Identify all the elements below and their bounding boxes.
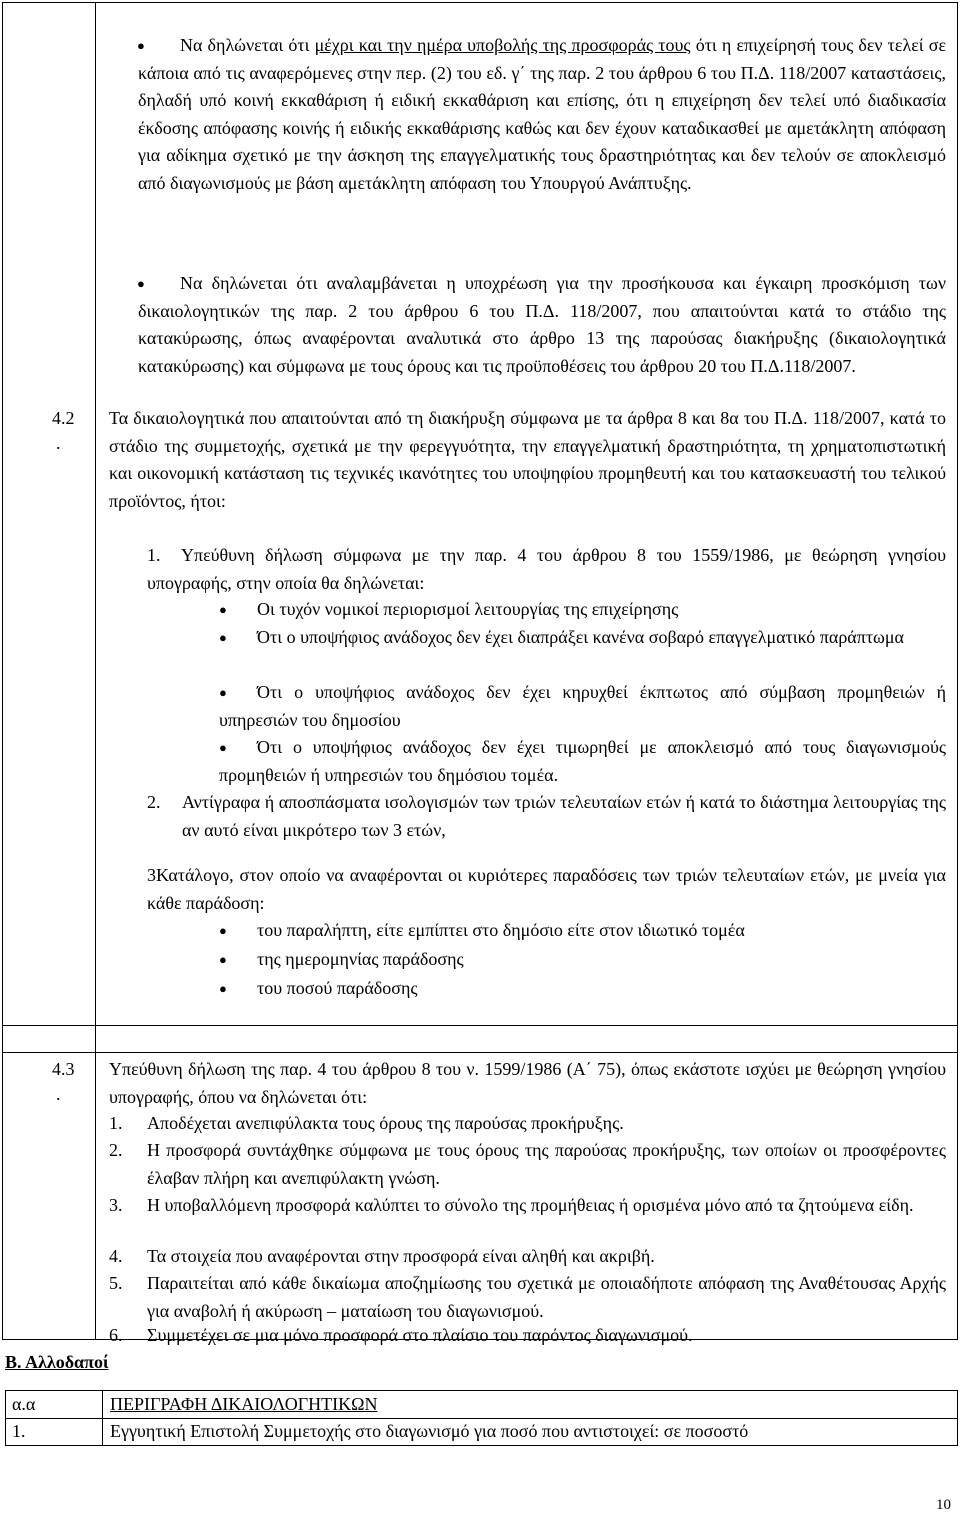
b-table-right-border (957, 1390, 958, 1446)
list-item: Αποδέχεται ανεπιφύλακτα τους όρους της παρούσας προκήρυξης. (147, 1113, 624, 1133)
b-table-row-1-number: 1. (12, 1421, 26, 1441)
b-table-left-border (5, 1390, 6, 1446)
bullet-dot-icon: ● (219, 740, 227, 755)
table-left-border (2, 2, 3, 1339)
list-item-number: 6. (109, 1325, 123, 1345)
page-number: 10 (936, 1497, 951, 1513)
top-bullet-2: Να δηλώνεται ότι αναλαμβάνεται η υποχρέωση για την προσήκουσα και έγκαιρη προσκόμιση των δικαιολογητικών της παρ. 2 του άρθρου 6 του Π.Δ. 118/2007, που απαιτούνται κατά το στάδιο της κατακύρωσης, όπως αναφέρονται αναλυτικά στο άρθρο 13 της παρούσας διακήρυξης (δικαιολογητικά κατακύρωσης) και σύμφωνα με τους όρους και τις προϋποθέσεις του άρθρου 20 του Π.Δ.118/2007. (138, 273, 946, 376)
b-table-header-description: ΠΕΡΙΓΡΑΦΗ ΔΙΚΑΙΟΛΟΓΗΤΙΚΩΝ (110, 1394, 378, 1414)
section-number-4-2: 4.2 (52, 408, 75, 428)
bullet-dot-icon: ● (219, 923, 227, 938)
b-table-bottom-border (5, 1445, 957, 1446)
bullet-dot-icon: ● (137, 276, 145, 291)
section-number-4-3-dot: . (56, 1084, 61, 1104)
b-table-row-1-text: Εγγυητική Επιστολή Συμμετοχής στο διαγωνισμό για ποσό που αντιστοιχεί: σε ποσοστό (110, 1421, 749, 1441)
table-column-divider (95, 2, 96, 1339)
b-table-header-aa: α.α (12, 1394, 36, 1414)
item-3-bullet-3: του ποσού παράδοσης (257, 978, 418, 998)
b-table-col-divider (102, 1390, 103, 1446)
item-1-bullet-2: Ότι ο υποψήφιος ανάδοχος δεν έχει διαπράξει κανένα σοβαρό επαγγελματικό παράπτωμα (257, 627, 904, 647)
list-item: Η προσφορά συντάχθηκε σύμφωνα με τους όρους της παρούσας προκήρυξης, των οποίων οι προσφέροντες έλαβαν πλήρη και ανεπιφύλακτη γνώση. (147, 1140, 946, 1188)
section-b-heading: Β. Αλλοδαποί (5, 1352, 109, 1372)
bullet-dot-icon: ● (219, 981, 227, 996)
item-2-number: 2. (147, 792, 161, 812)
bullet-dot-icon: ● (219, 630, 227, 645)
bullet-dot-icon: ● (219, 602, 227, 617)
item-3-text: 3Κατάλογο, στον οποίο να αναφέρονται οι κυριότερες παραδόσεις των τριών τελευταίων ετών, με μνεία για κάθε παράδοση: (147, 865, 946, 913)
list-item-number: 4. (109, 1246, 123, 1266)
item-1-bullet-1: Οι τυχόν νομικοί περιορισμοί λειτουργίας της επιχείρησης (257, 599, 679, 619)
bullet-dot-icon: ● (219, 952, 227, 967)
table-top-border (2, 2, 958, 3)
table-divider-1 (2, 1025, 958, 1026)
list-item: Τα στοιχεία που αναφέρονται στην προσφορά είναι αληθή και ακριβή. (147, 1246, 655, 1266)
item-1-number: 1. (147, 545, 161, 565)
section-4-3-intro: Υπεύθυνη δήλωση της παρ. 4 του άρθρου 8 του ν. 1599/1986 (Α΄ 75), όπως εκάστοτε ισχύει με θεώρηση γνησίου υπογραφής, όπου να δηλώνεται ότι: (109, 1059, 946, 1107)
table-right-border (957, 2, 958, 1339)
item-1-bullet-3: Ότι ο υποψήφιος ανάδοχος δεν έχει κηρυχθεί έκπτωτος από σύμβαση προμηθειών ή υπηρεσιών του δημοσίου (219, 682, 946, 730)
table-divider-2 (2, 1052, 958, 1053)
item-1-text: Υπεύθυνη δήλωση σύμφωνα με την παρ. 4 του άρθρου 8 του 1559/1986, με θεώρηση γνησίου υπογραφής, στην οποία θα δηλώνεται: (147, 545, 946, 593)
bullet-dot-icon: ● (219, 685, 227, 700)
item-1-bullet-4: Ότι ο υποψήφιος ανάδοχος δεν έχει τιμωρηθεί με αποκλεισμό από τους διαγωνισμούς προμηθειών ή υπηρεσιών του δημόσιου τομέα. (219, 737, 946, 785)
section-4-2-intro: Τα δικαιολογητικά που απαιτούνται από τη διακήρυξη σύμφωνα με τα άρθρα 8 και 8α του Π.Δ. 118/2007, κατά το στάδιο της συμμετοχής, σχετικά με την φερεγγυότητα, την επαγγελματική δραστηριότητα, τη χρηματοπιστωτική και οικονομική κατάσταση τις τεχνικές ικανότητες του υποψηφίου προμηθευτή και του κατασκευαστή του τελικού προϊόντος, ήτοι: (109, 408, 946, 511)
item-3-bullet-1: του παραλήπτη, είτε εμπίπτει στο δημόσιο είτε στον ιδιωτικό τομέα (257, 920, 745, 940)
bullet-dot-icon: ● (137, 38, 145, 53)
top-bullet-1: Να δηλώνεται ότι μέχρι και την ημέρα υποβολής της προσφοράς τους ότι η επιχείρησή τους δεν τελεί σε κάποια από τις αναφερόμενες στην περ. (2) του εδ. γ΄ της παρ. 2 του άρθρου 6 του Π.Δ. 118/2007 καταστάσεις, δηλαδή υπό κοινή εκκαθάριση ή ειδική εκκαθάριση και επίσης, ότι η επιχείρηση δεν τελεί υπό διαδικασία έκδοσης απόφασης κοινής ή ειδικής εκκαθάρισης καθώς και δεν έχουν καταδικασθεί με αμετάκλητη απόφαση για αδίκημα σχετικό με την άσκηση της επαγγελματικής τους δραστηριότητας και δεν τελούν σε αποκλεισμό από διαγωνισμούς με βάση αμετάκλητη απόφαση του Υπουργού Ανάπτυξης. (138, 35, 946, 193)
item-3-bullet-2: της ημερομηνίας παράδοσης (257, 949, 464, 969)
section-number-4-2-dot: . (56, 433, 61, 453)
list-item: Η υποβαλλόμενη προσφορά καλύπτει το σύνολο της προμήθειας ή ορισμένα μόνο από τα ζητούμενα είδη. (147, 1195, 914, 1215)
list-item: Συμμετέχει σε μια μόνο προσφορά στο πλαίσιο του παρόντος διαγωνισμού. (147, 1325, 693, 1345)
item-2-text: Αντίγραφα ή αποσπάσματα ισολογισμών των τριών τελευταίων ετών ή κατά το διάστημα λειτουργίας της αν αυτό είναι μικρότερο των 3 ετών, (182, 792, 946, 840)
section-number-4-3: 4.3 (52, 1059, 75, 1079)
list-item-number: 3. (109, 1195, 123, 1215)
list-item-number: 5. (109, 1273, 123, 1293)
list-item-number: 1. (109, 1113, 123, 1133)
list-item: Παραιτείται από κάθε δικαίωμα αποζημίωσης του σχετικά με οποιαδήποτε απόφαση της Αναθέτουσας Αρχής για αναβολή ή ακύρωση – ματαίωση του διαγωνισμού. (147, 1273, 946, 1321)
list-item-number: 2. (109, 1140, 123, 1160)
